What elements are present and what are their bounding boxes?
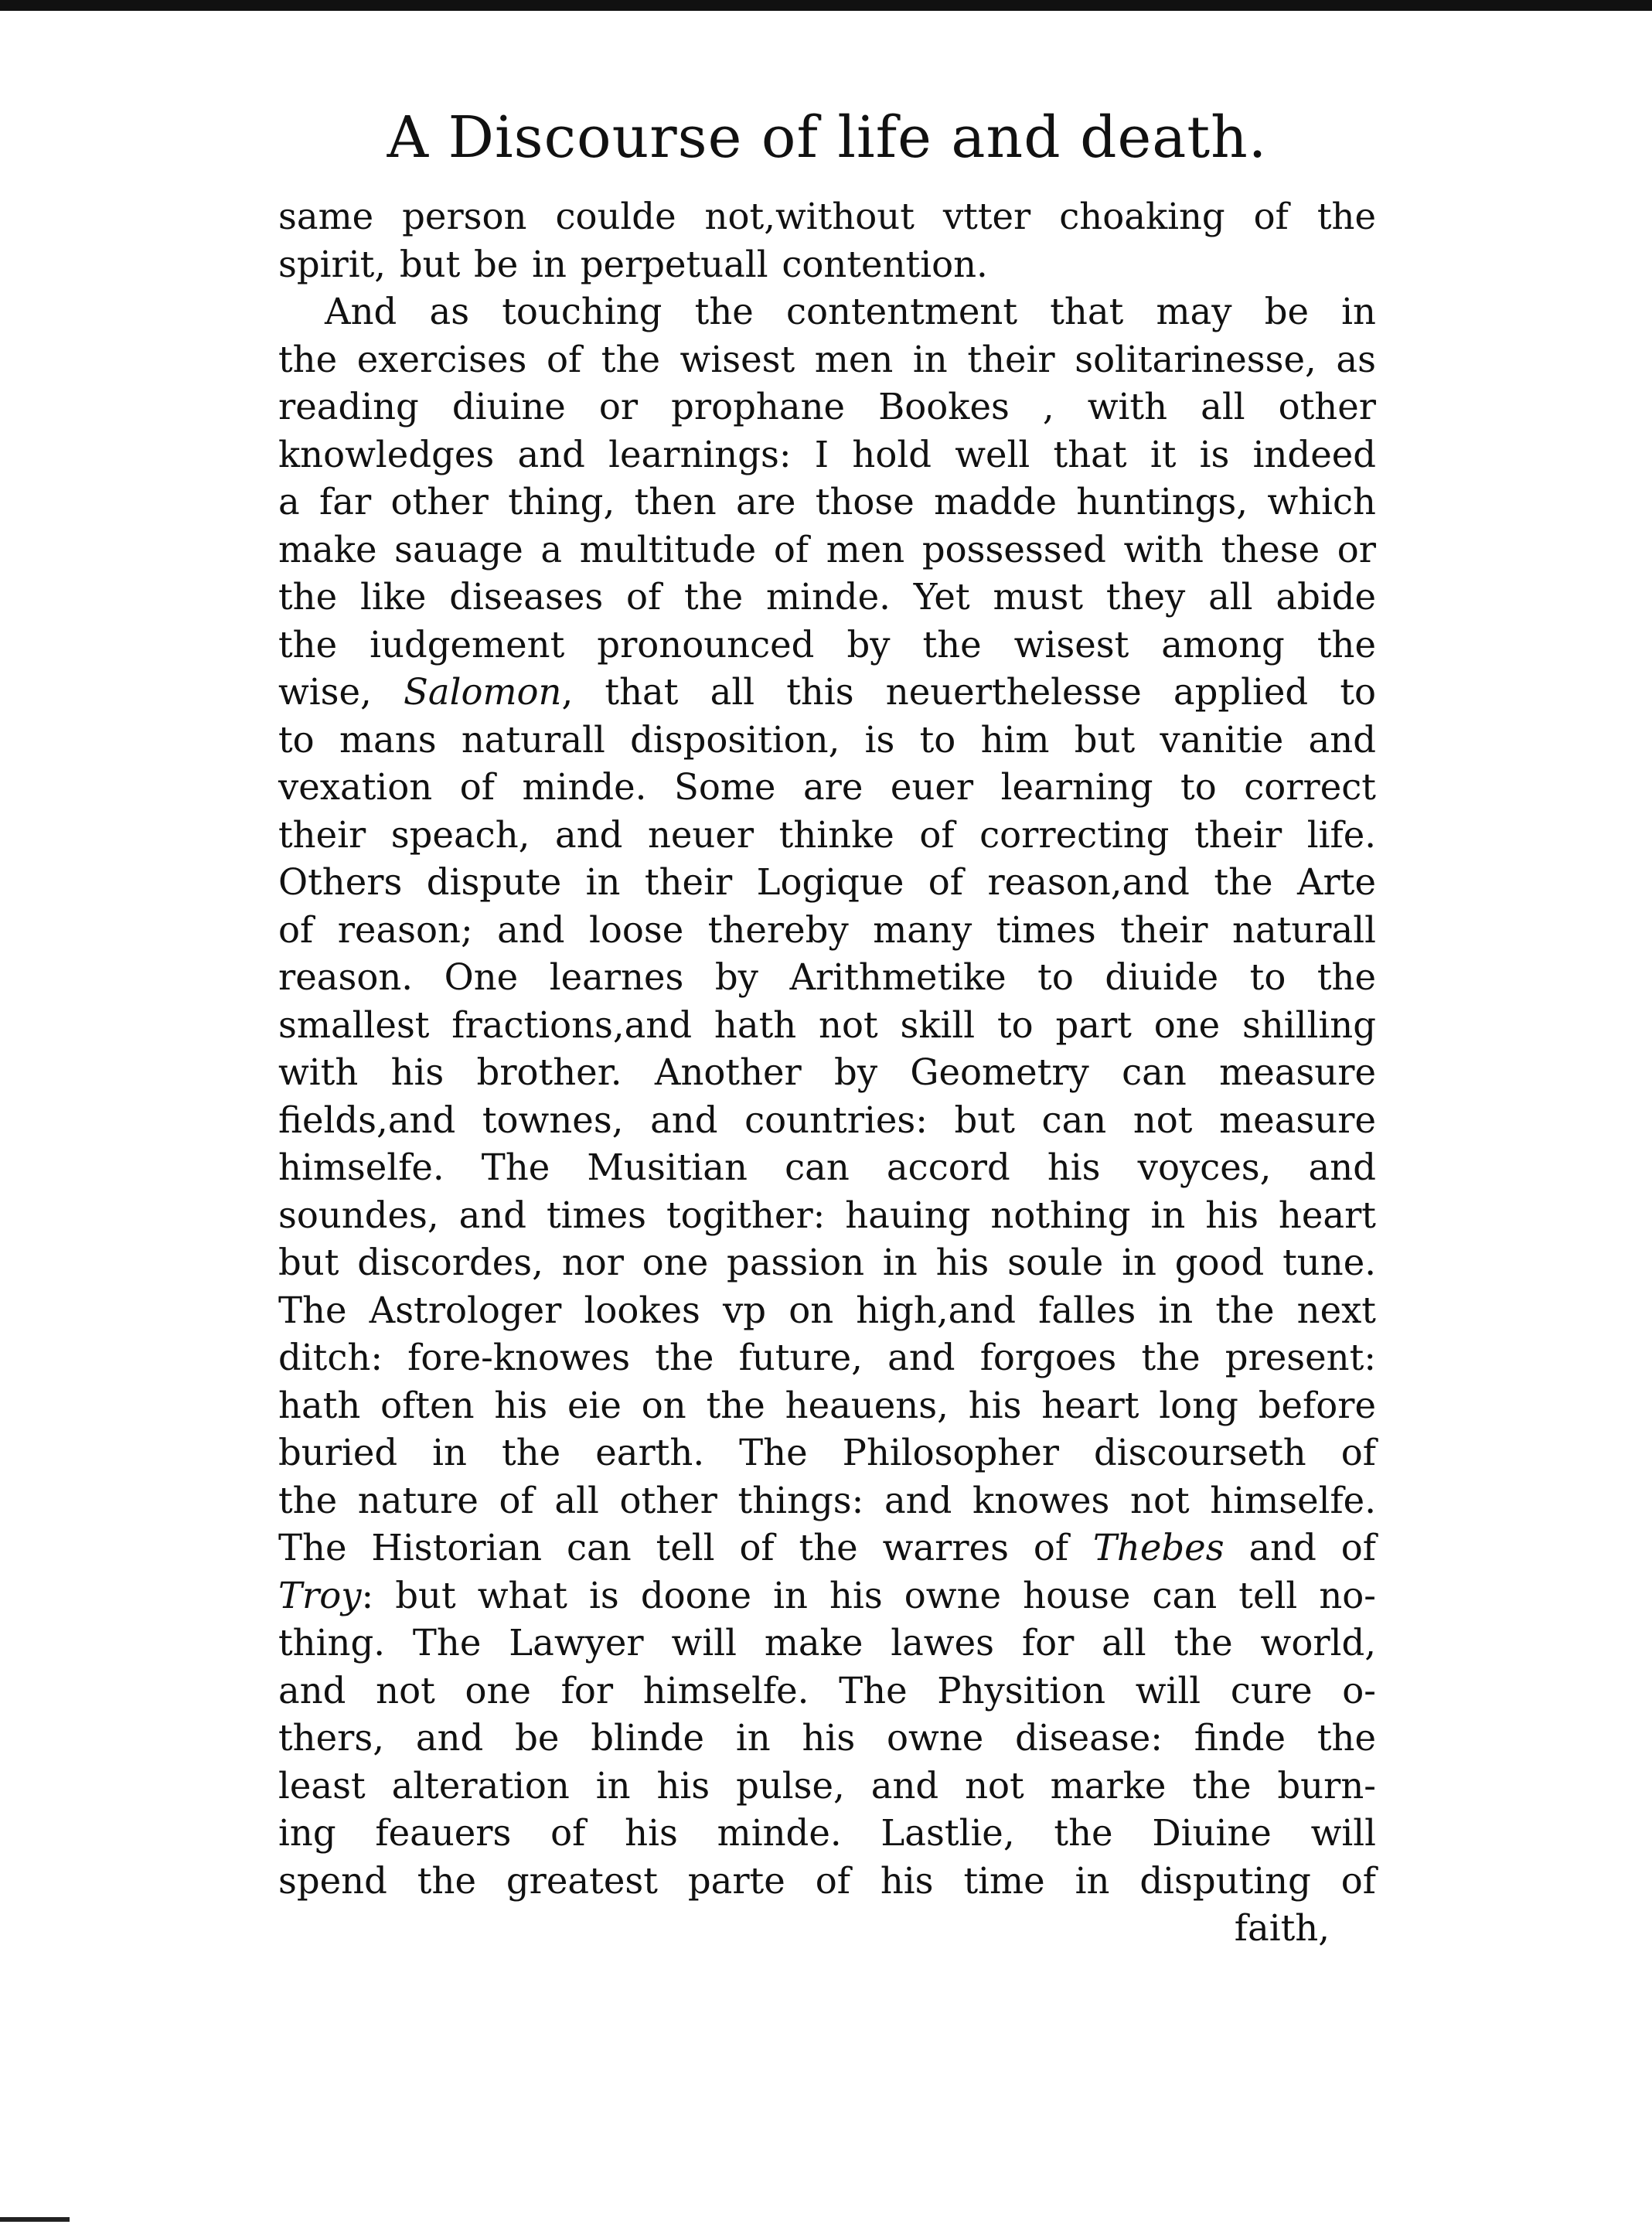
text-line: ing feauers of his minde. Lastlie, the Diuine will: [278, 1812, 1376, 1854]
text-line: to mans naturall disposition, is to him but vanitie and: [278, 718, 1376, 761]
text-line: least alteration in his pulse, and not marke the burn-: [278, 1764, 1376, 1807]
text-span: The Historian can tell of the warres of: [278, 1527, 1093, 1569]
text-line: And as touching the contentment that may be in: [325, 291, 1376, 332]
text-line: thers, and be blinde in his owne disease: finde the: [278, 1717, 1376, 1759]
page: [278, 99, 1376, 1953]
margin-mark: [0, 2217, 70, 2222]
text-line: [278, 1572, 1376, 1620]
text-line: the nature of all other things: and knowes not himselfe.: [278, 1479, 1376, 1521]
text-line: soundes, and times togither: hauing nothing in his heart: [278, 1194, 1376, 1236]
text-line: vexation of minde. Some are euer learning to correct: [278, 766, 1376, 808]
text-line: the like diseases of the minde. Yet must they all abide: [278, 576, 1376, 618]
catchword: faith,: [1234, 1907, 1330, 1949]
text-line: spirit, but be in perpetuall contention.: [278, 243, 988, 285]
italic-name: Salomon: [404, 671, 562, 713]
text-line: but discordes, nor one passion in his soule in good tune.: [278, 1242, 1376, 1283]
text-line: buried in the earth. The Philosopher discourseth of: [278, 1432, 1376, 1473]
text-line: their speach, and neuer thinke of correcting their life.: [278, 813, 1376, 856]
text-line: hath often his eie on the heauens, his heart long before: [278, 1384, 1376, 1426]
text-line: the iudgement pronounced by the wisest among the: [278, 623, 1376, 666]
text-line: the exercises of the wisest men in their solitarinesse, as: [278, 338, 1376, 380]
text-line: Others dispute in their Logique of reason,and the Arte: [278, 861, 1376, 903]
text-line: [278, 1524, 1376, 1572]
text-span: , that all this neuerthelesse applied to: [561, 671, 1376, 713]
text-line: make sauage a multitude of men possessed with these or: [278, 528, 1376, 571]
text-line: thing. The Lawyer will make lawes for all the world,: [278, 1622, 1376, 1664]
text-line: ditch: fore-knowes the future, and forgoes the present:: [278, 1337, 1376, 1378]
body-text: [278, 193, 1376, 1953]
text-line: same person coulde not,without vtter choaking of the: [278, 196, 1376, 237]
text-line: a far other thing, then are those madde huntings, which: [278, 481, 1376, 523]
text-span: : but what is doone in his owne house can tell no-: [361, 1574, 1376, 1616]
text-line: The Astrologer lookes vp on high,and falles in the next: [278, 1289, 1376, 1331]
text-line: spend the greatest parte of his time in disputing of: [278, 1859, 1376, 1902]
top-border-rule: [0, 0, 1652, 11]
text-line: knowledges and learnings: I hold well that it is indeed: [278, 433, 1376, 475]
text-line: smallest fractions,and hath not skill to part one shilling: [278, 1003, 1376, 1046]
italic-name: Thebes: [1092, 1527, 1225, 1569]
text-line: reading diuine or prophane Bookes , with all other: [278, 386, 1376, 428]
text-line: himselfe. The Musitian can accord his voyces, and: [278, 1146, 1376, 1188]
text-line: reason. One learnes by Arithmetike to diuide to the: [278, 956, 1376, 998]
text-line: fields,and townes, and countries: but can not measure: [278, 1099, 1376, 1141]
text-span: wise,: [278, 671, 404, 713]
text-line: of reason; and loose thereby many times their naturall: [278, 908, 1376, 951]
italic-name: Troy: [278, 1574, 362, 1616]
text-line: [278, 669, 1376, 717]
running-head: A Discourse of life and death.: [387, 104, 1268, 171]
text-span: and of: [1224, 1527, 1376, 1569]
text-line: and not one for himselfe. The Physition will cure o-: [278, 1669, 1376, 1712]
text-line: with his brother. Another by Geometry can measure: [278, 1051, 1376, 1093]
